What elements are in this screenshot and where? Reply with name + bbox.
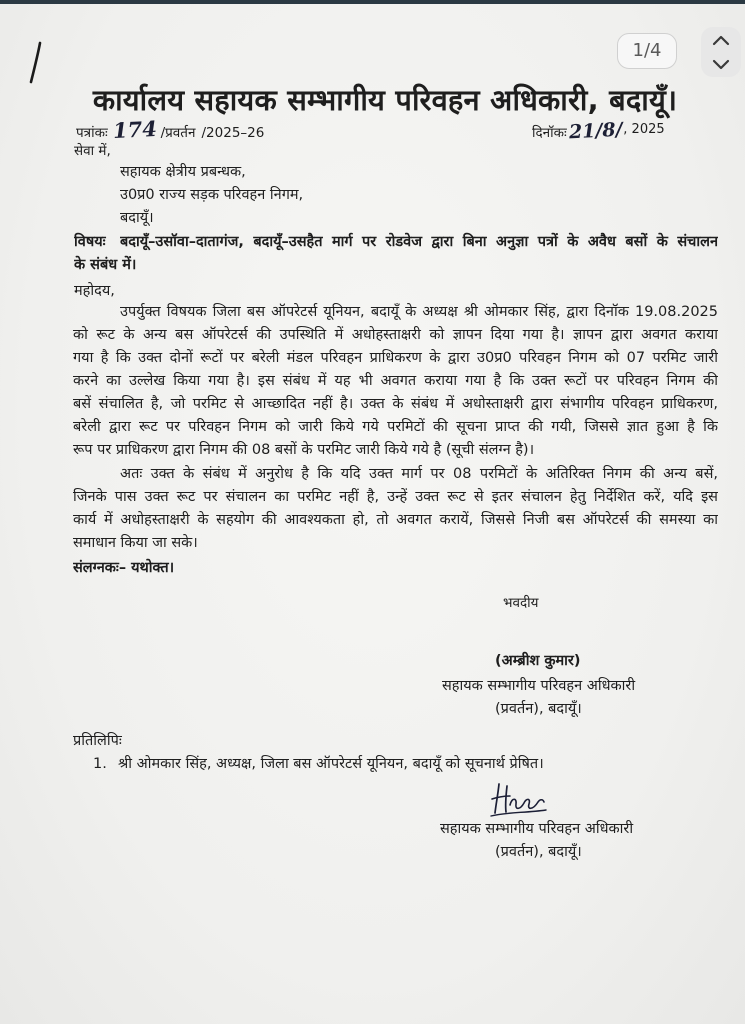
- paragraph-line: को रूट के अन्य बस ऑपरेटर्स की उपस्थिति में अधोहस्ताक्षरी को ज्ञापन दिया गया है। ज्ञापन द्वारा अवगत कराया: [73, 327, 718, 343]
- copy-signatory-office: [495, 841, 720, 864]
- paragraph-1: [73, 301, 718, 462]
- signatory-name: [495, 650, 720, 673]
- reference-number: [76, 117, 336, 142]
- copy-label: [73, 730, 373, 753]
- paragraph-2: [73, 463, 718, 555]
- paragraph-line: रूप पर प्राधिकरण द्वारा निगम की 08 बसों के परमिट जारी किये गये है (सूची संलग्न है)।: [73, 442, 535, 458]
- copy-label-text: प्रतिलिपिः: [73, 733, 122, 749]
- handwritten-signature: [486, 780, 550, 820]
- subject-label: विषयः: [74, 234, 106, 250]
- to-label: सेवा में,: [74, 143, 111, 159]
- paragraph-line: बरेली द्वारा रूट पर परिवहन निगम को जारी किये गये परमिटों की सूचना प्राप्त की गयी, जिससे ज्ञात हुआ है कि: [73, 419, 718, 435]
- copy-list: [93, 753, 718, 776]
- enclosure-text: संलग्नकः– यथोक्त।: [73, 560, 175, 576]
- letter-date: [532, 120, 722, 142]
- addressee-line: उ0प्र0 राज्य सड़क परिवहन निगम,: [120, 187, 304, 203]
- page-nav-control: [701, 27, 741, 77]
- copy-item: [93, 753, 718, 776]
- top-status-bar: [0, 0, 745, 4]
- signatory-office: [495, 698, 720, 721]
- signatory-name-text: (अम्ब्रीश कुमार): [495, 653, 581, 669]
- office-heading: कार्यालय सहायक सम्भागीय परिवहन अधिकारी, बदायूँ।: [92, 83, 678, 117]
- addressee: [120, 161, 520, 230]
- enclosure: [73, 557, 373, 580]
- copy-signatory-designation-text: सहायक सम्भागीय परिवहन अधिकारी: [440, 821, 634, 837]
- subject-text: बदायूँ–उसॉवा–दातागंज, बदायूँ–उसहैत मार्ग पर रोडवेज द्वारा बिना अनुज्ञा पत्रों के अवैध बसों के संचालन: [120, 234, 718, 250]
- reference-number-handwritten: 174: [112, 115, 158, 144]
- closing: [503, 592, 703, 615]
- chevron-down-icon: [712, 59, 730, 71]
- greeting-text: महोदय,: [74, 283, 115, 299]
- reference-section: /प्रवर्तन: [160, 125, 196, 141]
- reference-label: पत्रांकः: [76, 125, 108, 141]
- paragraph-line: कार्य में अधोहस्ताक्षरी के सहयोग की आवश्यकता हो, तो अवगत करायें, जिससे निजी बस ऑपरेटर्स की समस्या का: [73, 512, 718, 528]
- paragraph-line: गया है कि उक्त दोनों रूटों पर बरेली मंडल परिवहन प्राधिकरण के द्वारा उ0प्र0 परिवहन निगम को 07 परमिट जारी: [73, 350, 718, 366]
- copy-signatory-designation: [440, 818, 722, 841]
- date-handwritten: 21/8/: [568, 118, 623, 144]
- paragraph-line: जिनके पास उक्त रूट पर संचालन का परमिट नहीं है, उन्हें उक्त रूट से इतर संचालन हेतु निर्देशित करें, यदि इस: [73, 489, 718, 505]
- copy-item-number: 1.: [93, 756, 107, 772]
- reference-year: /2025–26: [201, 125, 265, 141]
- subject-text: के संबंध में।: [74, 257, 137, 273]
- addressee-line: सहायक क्षेत्रीय प्रबन्धक,: [120, 164, 246, 180]
- addressee-line: बदायूँ।: [120, 210, 154, 226]
- margin-slash-mark: [24, 40, 48, 86]
- date-year: , 2025: [623, 122, 665, 137]
- page-indicator: 1/4: [617, 33, 677, 69]
- subject: [74, 231, 718, 277]
- signatory-designation-text: सहायक सम्भागीय परिवहन अधिकारी: [442, 678, 636, 694]
- signatory-designation: [442, 675, 722, 698]
- to-section: [74, 140, 374, 163]
- previous-page-button[interactable]: [701, 27, 741, 52]
- copy-item-text: श्री ओमकार सिंह, अध्यक्ष, जिला बस ऑपरेटर्स यूनियन, बदायूँ को सूचनार्थ प्रेषित।: [118, 756, 544, 772]
- chevron-up-icon: [712, 34, 730, 46]
- paragraph-line: करने का उल्लेख किया गया है। इस संबंध में यह भी अवगत कराया गया है कि उक्त रूटों पर परिवहन निगम की: [73, 373, 718, 389]
- subject-row: [74, 231, 718, 254]
- closing-text: भवदीय: [503, 595, 539, 611]
- paragraph-line: समाधान किया जा सके।: [73, 535, 198, 551]
- next-page-button[interactable]: [701, 52, 741, 77]
- paragraph-line: अतः उक्त के संबंध में अनुरोध है कि यदि उक्त मार्ग पर 08 परमिटों के अतिरिक्त निगम की अन्य बसें,: [120, 466, 718, 482]
- signatory-office-text: (प्रवर्तन), बदायूँ।: [495, 701, 582, 717]
- date-label: दिनॉकः: [532, 125, 567, 141]
- paragraph-line: उपर्युक्त विषयक जिला बस ऑपरेटर्स यूनियन, बदायूँ के अध्यक्ष श्री ओमकार सिंह, द्वारा दिनॉक 19.08.2025: [120, 304, 718, 320]
- greeting: [74, 280, 374, 303]
- paragraph-line: बसें संचालित है, जो परमिट से आच्छादित नहीं है। उक्त के संबंध में अधोस्ताक्षरी द्वारा संभागीय परिवहन प्राधिकरण,: [73, 396, 718, 412]
- copy-signatory-office-text: (प्रवर्तन), बदायूँ।: [495, 844, 582, 860]
